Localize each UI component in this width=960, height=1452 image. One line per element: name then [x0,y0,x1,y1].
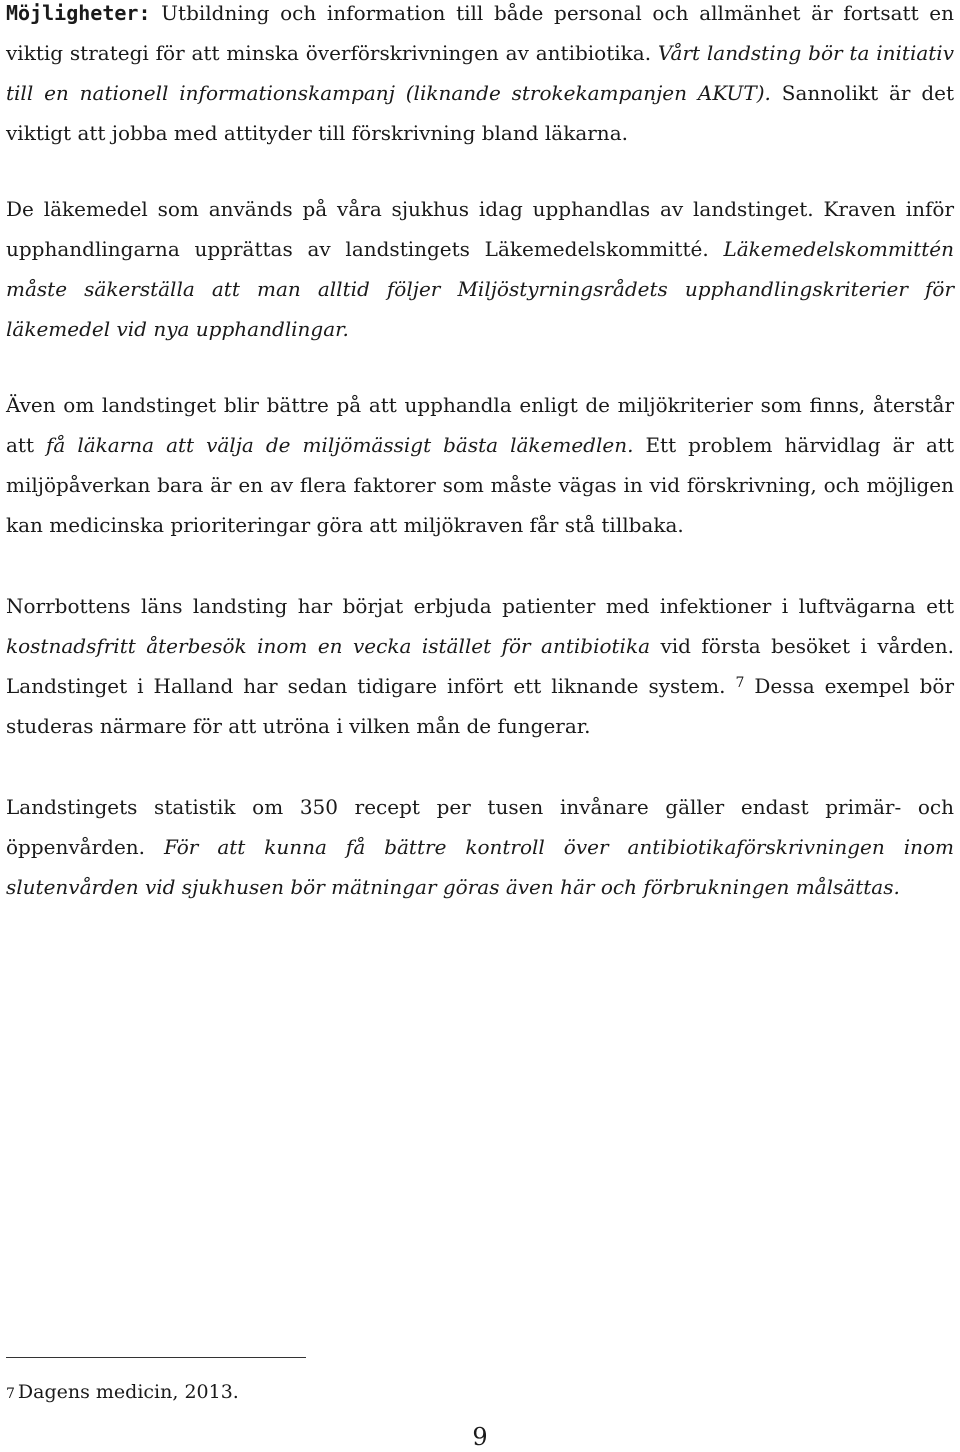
p5-text-1: Landstingets statistik om 350 recept per tusen invånare gäller endast primär- och öppenvården. [6,795,954,859]
p2-text-1: De läkemedel som används på våra sjukhus idag upphandlas av landstinget. Kraven inför upphandlingarna upprättas av landstingets Läkemedelskommitté. [6,197,954,261]
footnote-reference[interactable]: 7 [735,675,745,691]
opportunities-label: Möjligheter: [6,1,151,25]
p3-text-1: Även om landstinget blir bättre på att upphandla enligt de miljökriterier som finns, återstår att [6,393,954,457]
p4-text-2: vid första besöket i vården. Landstinget i Halland har sedan tidigare infört ett liknande system. [6,634,954,698]
footnote [6,1380,239,1406]
footnote-divider [6,1357,306,1358]
paragraph-environmental-criteria [6,385,954,545]
paragraph-opportunities [6,0,954,153]
paragraph-procurement [6,189,954,349]
p4-text-1: Norrbottens läns landsting har börjat erbjuda patienter med infektioner i luftvägarna ett [6,594,954,618]
paragraph-norrbotten [6,586,954,746]
p1-italic-1: Vårt landsting bör ta initiativ till en nationell informationskampanj (liknande strokekampanjen AKUT). [6,41,954,105]
p3-text-2: Ett problem härvidlag är att miljöpåverkan bara är en av flera faktorer som måste vägas in vid förskrivning, och möjligen kan medicinska prioriteringar göra att miljökraven får stå tillbaka. [6,433,955,537]
p2-italic-1: Läkemedelskommittén måste säkerställa att man alltid följer Miljöstyrningsrådets upphandlingskriterier för läkemedel vid nya upphandlingar. [6,237,954,341]
footnote-number: 7 [6,1386,15,1402]
footnote-text: Dagens medicin, 2013. [17,1381,239,1403]
page-number: 9 [472,1423,488,1451]
p4-italic-1: kostnadsfritt återbesök inom en vecka istället för antibiotika [6,634,650,658]
p4-text-3: Dessa exempel bör studeras närmare för att utröna i vilken mån de fungerar. [6,674,954,738]
p1-text-2: Sannolikt är det viktigt att jobba med attityder till förskrivning bland läkarna. [6,81,954,145]
p1-text-1: Utbildning och information till både personal och allmänhet är fortsatt en viktig strategi för att minska överförskrivningen av antibiotika. [6,1,954,65]
p3-italic-1: få läkarna att välja de miljömässigt bästa läkemedlen. [46,433,634,457]
p5-italic-1: För att kunna få bättre kontroll över antibiotikaförskrivningen inom slutenvården vid sjukhusen bör mätningar göras även här och förbrukningen målsättas. [6,835,954,899]
paragraph-statistics [6,787,954,907]
